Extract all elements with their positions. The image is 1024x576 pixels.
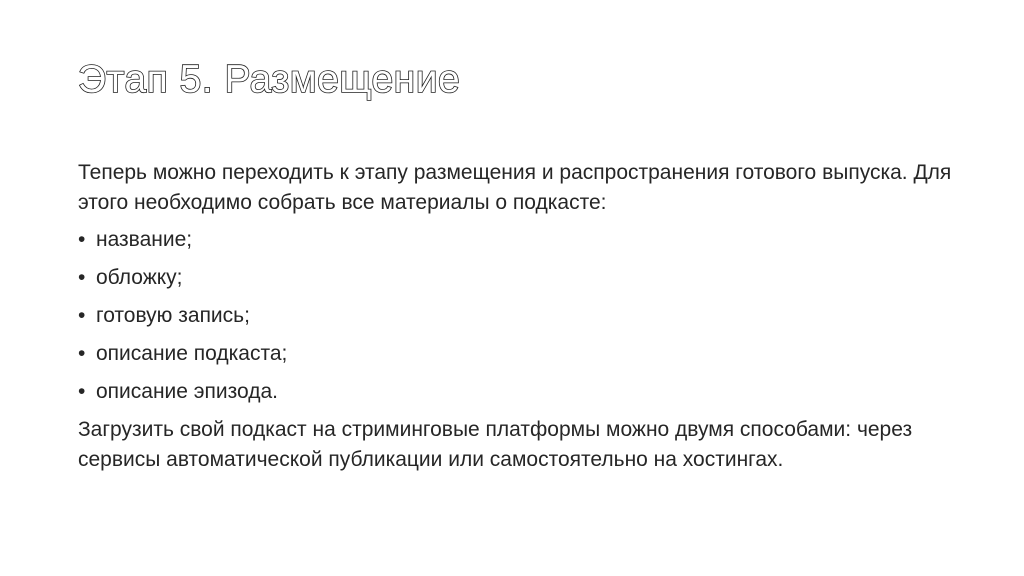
bullet-icon: • [78,228,86,251]
list-item-text: описание подкаста; [96,342,288,365]
bullet-icon: • [78,380,86,403]
intro-paragraph: Теперь можно переходить к этапу размещения и распространения готового выпуска. Для этого необходимо собрать все материалы о подкасте: [78,161,952,214]
list-item-text: название; [96,228,193,251]
list-item-text: обложку; [96,266,183,289]
list-item-text: готовую запись; [96,304,250,327]
slide-title: Этап 5. Размещение [78,58,461,101]
list-item [78,339,978,369]
list-item-text: описание эпизода. [96,380,278,403]
slide-body [78,158,978,475]
list-item [78,225,978,255]
conclusion-paragraph: Загрузить свой подкаст на стриминговые платформы можно двумя способами: через сервисы автоматической публикации или самостоятельно на хостингах. [78,418,913,471]
list-item [78,377,978,407]
bullet-icon: • [78,266,86,289]
list-item [78,301,978,331]
list-item [78,263,978,293]
bullet-icon: • [78,304,86,327]
materials-list [78,225,978,407]
bullet-icon: • [78,342,86,365]
